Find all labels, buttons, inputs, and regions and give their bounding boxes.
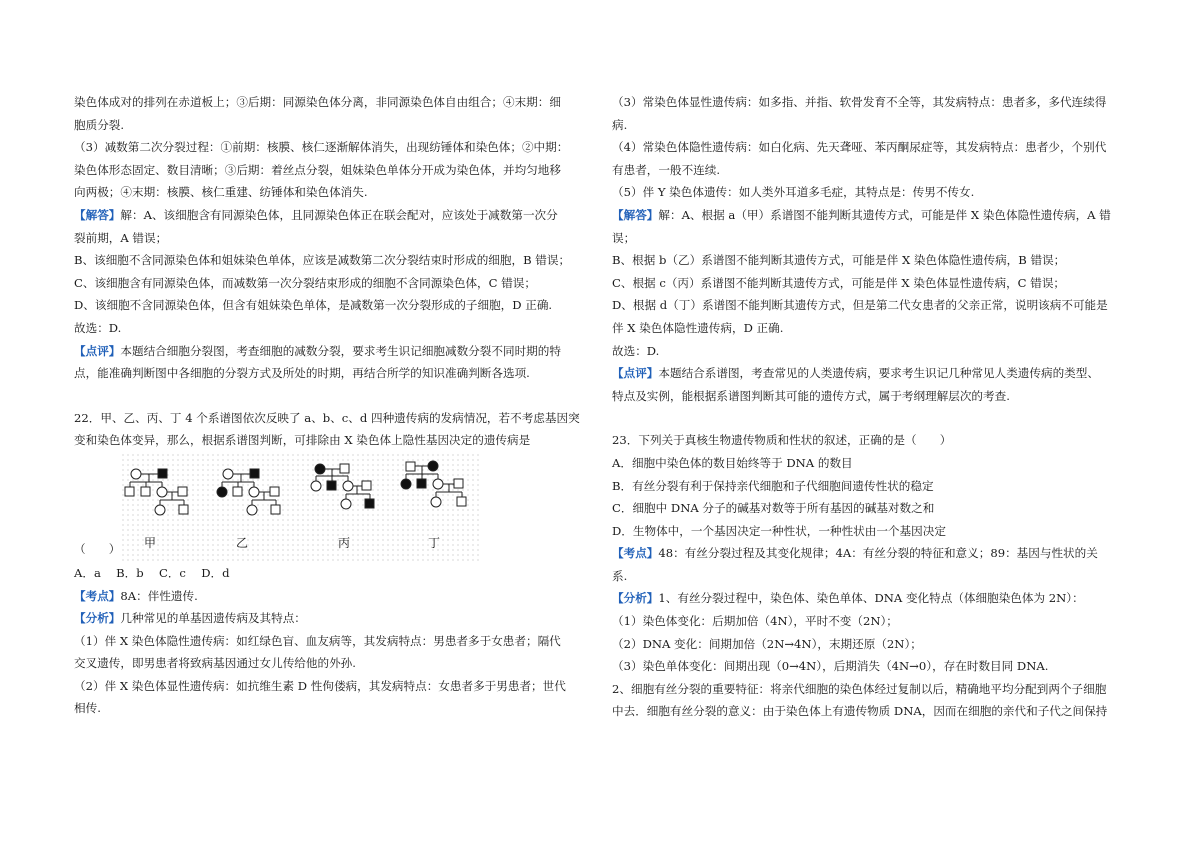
pedigree-label: 丙 <box>338 535 351 550</box>
left-column <box>74 91 588 720</box>
answer-22: 【解答】解：A、根据 a（甲）系谱图不能判断其遗传方式，可能是伴 X 染色体隐性遗传病，A 错 <box>612 207 1111 222</box>
answer-tag: 【解答】 <box>74 207 121 222</box>
analysis-tag: 【分析】 <box>612 591 659 606</box>
review-tag: 【点评】 <box>612 366 659 381</box>
text-line: 染色体形态固定、数目清晰；③后期：着丝点分裂，姐妹染色单体分开成为染色体，并均匀地移 <box>74 162 561 177</box>
text-line: C、根据 c（丙）系谱图不能判断其遗传方式，可能是伴 X 染色体显性遗传病，C 错误； <box>612 275 1066 290</box>
text-line: 误； <box>612 230 636 245</box>
text-line: （3）常染色体显性遗传病：如多指、并指、软骨发育不全等，其发病特点：患者多，多代连续得 <box>612 95 1107 109</box>
text-line: 有患者，一般不连续. <box>612 162 721 177</box>
text-line: B、根据 b（乙）系谱图不能判断其遗传方式，可能是伴 X 染色体隐性遗传病，B 错误； <box>612 253 1066 268</box>
text-line: （1）染色体变化：后期加倍（4N），平时不变（2N）； <box>612 614 898 629</box>
text-line: （2）DNA 变化：间期加倍（2N→4N），末期还原（2N）； <box>612 636 922 651</box>
answer-blank: （ ） <box>74 541 121 556</box>
text-line: 故选：D. <box>612 343 660 358</box>
text-line: 2、细胞有丝分裂的重要特征：将亲代细胞的染色体经过复制以后，精确地平均分配到两个子细胞 <box>612 681 1107 696</box>
text-line: 点，能准确判断图中各细胞的分裂方式及所处的时期，再结合所学的知识准确判断各选项. <box>74 366 530 381</box>
review-21: 【点评】本题结合细胞分裂图，考查细胞的减数分裂，要求考生识记细胞减数分裂不同时期的特 <box>74 343 561 358</box>
text-line: 变和染色体变异，那么，根据系谱图判断，可排除由 X 染色体上隐性基因决定的遗传病是 <box>74 433 531 448</box>
text-line: D、根据 d（丁）系谱图不能判断其遗传方式，但是第二代女患者的父亲正常，说明该病不可能是 <box>612 298 1108 313</box>
question-22: 22．甲、乙、丙、丁 4 个系谱图依次反映了 a、b、c、d 四种遗传病的发病情况，若不考虑基因突 <box>74 410 580 425</box>
option-b: B．有丝分裂有利于保持亲代细胞和子代细胞间遗传性状的稳定 <box>612 478 934 493</box>
text-line: （2）伴 X 染色体显性遗传病：如抗维生素 D 性佝偻病，其发病特点：女患者多于男患者；世代 <box>74 678 566 693</box>
answer-21: 【解答】解：A、该细胞含有同源染色体，且同源染色体正在联会配对，应该处于减数第一次分 <box>74 207 558 222</box>
text-line: （5）伴 Y 染色体遗传：如人类外耳道多毛症，其特点是：传男不传女. <box>612 185 975 200</box>
text-line: 裂前期，A 错误； <box>74 230 168 245</box>
text-line: 特点及实例，能根据系谱图判断其可能的遗传方式，属于考纲理解层次的考查. <box>612 388 1010 403</box>
text-line: （3）染色单体变化：间期出现（0→4N），后期消失（4N→0），存在时数目同 DNA. <box>612 659 1049 674</box>
answer-tag: 【解答】 <box>612 207 659 222</box>
text-line: 交叉遗传，即男患者将致病基因通过女儿传给他的外孙. <box>74 656 356 671</box>
pedigree-label: 乙 <box>236 535 249 550</box>
text-line: （1）伴 X 染色体隐性遗传病：如红绿色盲、血友病等，其发病特点：男患者多于女患者；隔代 <box>74 633 561 648</box>
pedigree-figure <box>74 454 482 562</box>
text-line: 故选：D. <box>74 320 122 335</box>
text-line: 相传. <box>74 701 101 716</box>
analysis-tag: 【分析】 <box>74 611 121 626</box>
question-23: 23．下列关于真核生物遗传物质和性状的叙述，正确的是（ ） <box>612 433 952 448</box>
option-a: A．细胞中染色体的数目始终等于 DNA 的数目 <box>612 455 853 470</box>
keypoint-22: 【考点】8A：伴性遗传. <box>74 588 198 603</box>
analysis-23: 【分析】1、有丝分裂过程中，染色体、染色单体、DNA 变化特点（体细胞染色体为 2N）： <box>612 591 1084 606</box>
text-line: C、该细胞含有同源染色体，而减数第一次分裂结束形成的细胞不含同源染色体，C 错误； <box>74 275 536 290</box>
pedigree-label: 丁 <box>428 535 441 550</box>
text-line: 向两极；④末期：核膜、核仁重建、纺锤体和染色体消失. <box>74 185 368 200</box>
text-line: 染色体成对的排列在赤道板上；③后期：同源染色体分离，非同源染色体自由组合；④末期：细 <box>74 95 561 109</box>
keypoint-tag: 【考点】 <box>74 588 121 603</box>
text-line: 胞质分裂. <box>74 117 125 132</box>
pedigree-label: 甲 <box>144 535 157 550</box>
right-column <box>612 91 1127 723</box>
text-line: 系. <box>612 568 628 583</box>
option-c: C．细胞中 DNA 分子的碱基对数等于所有基因的碱基对数之和 <box>612 501 935 516</box>
option-d: D．生物体中，一个基因决定一种性状，一种性状由一个基因决定 <box>612 523 946 538</box>
keypoint-23: 【考点】48：有丝分裂过程及其变化规律；4A：有丝分裂的特征和意义；89：基因与性状的关 <box>612 546 1098 561</box>
text-line: （3）减数第二次分裂过程：①前期：核膜、核仁逐渐解体消失，出现纺锤体和染色体；②中期： <box>74 140 569 155</box>
question-options: A．a B．b C．c D．d <box>74 565 230 580</box>
review-22: 【点评】本题结合系谱图，考查常见的人类遗传病，要求考生识记几种常见人类遗传病的类型、 <box>612 366 1099 381</box>
text-line: 病. <box>612 117 628 132</box>
review-tag: 【点评】 <box>74 343 121 358</box>
keypoint-tag: 【考点】 <box>612 546 659 561</box>
text-line: B、该细胞不含同源染色体和姐妹染色单体，应该是减数第二次分裂结束时形成的细胞，B 错误； <box>74 253 571 268</box>
text-line: 伴 X 染色体隐性遗传病，D 正确. <box>612 320 784 335</box>
text-line: （4）常染色体隐性遗传病：如白化病、先天聋哑、苯丙酮尿症等，其发病特点：患者少，个别代 <box>612 140 1107 155</box>
analysis-22: 【分析】几种常见的单基因遗传病及其特点： <box>74 611 306 626</box>
text-line: 中去．细胞有丝分裂的意义：由于染色体上有遗传物质 DNA，因而在细胞的亲代和子代之间保持 <box>612 704 1108 719</box>
text-line: D、该细胞不含同源染色体，但含有姐妹染色单体，是减数第一次分裂形成的子细胞，D 正确. <box>74 298 553 313</box>
